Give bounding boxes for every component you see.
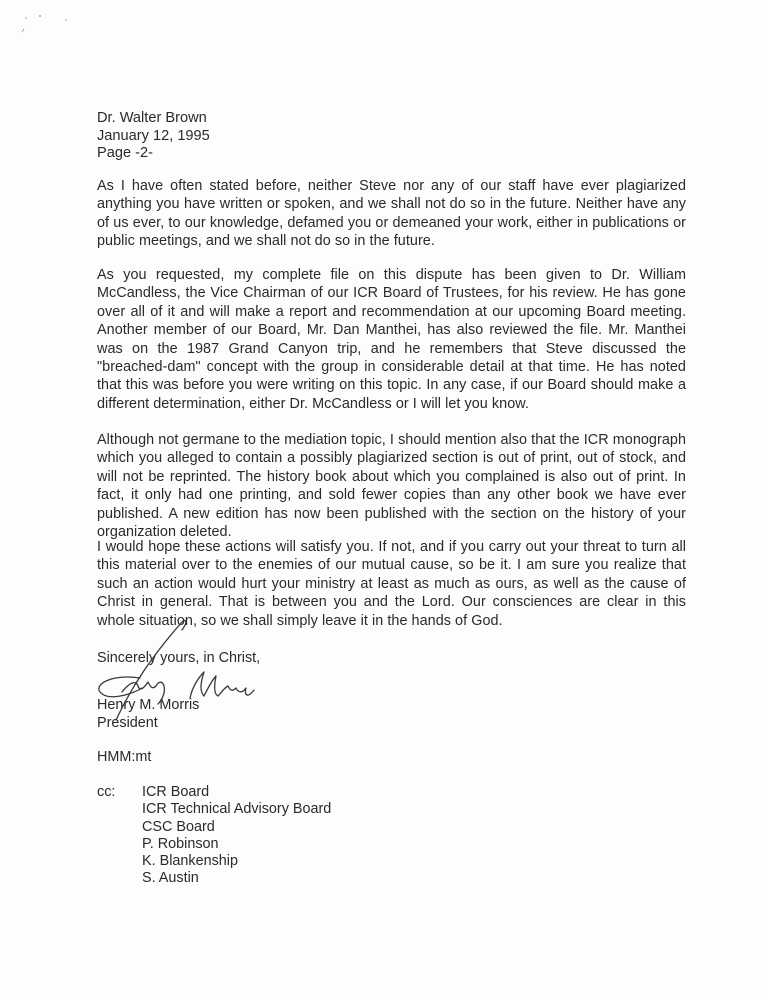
cc-recipient-list — [142, 784, 331, 888]
cc-recipient: P. Robinson — [142, 835, 219, 852]
page-number: Page -2- — [97, 145, 153, 161]
cc-recipient: K. Blankenship — [142, 853, 238, 870]
paragraph-file-review: As you requested, my complete file on this dispute has been given to Dr. William McCandless, the Vice Chairman of our ICR Board of Trustees, for his review. He has gone over all of it and will make a report and recommendation at our upcoming Board meeting. Another member of our Board, Mr. Dan Manthei, has also reviewed the file. Mr. Manthei was on the 1987 Grand Canyon trip, and he remembers that Steve discussed the "breached-dam" concept with the group in considerable detail at that time. He has noted that this was before you were writing on this topic. In any case, if our Board should make a different determination, either Dr. McCandless or I will let you know. — [97, 267, 686, 412]
cc-label: cc: — [97, 784, 116, 800]
cc-recipient: ICR Board — [142, 784, 210, 800]
paragraph-conclusion: I would hope these actions will satisfy you. If not, and if you carry out your threat to turn all this material over to the enemies of our mutual cause, so be it. I am sure you realize that such an action would hurt your ministry at least as much as ours, as well as the cause of Christ in general. That is between you and the Lord. Our consciences are clear in this whole situation, so we shall simply leave it in the hands of God. — [97, 539, 686, 629]
cc-recipient: S. Austin — [142, 870, 199, 887]
scan-specks — [18, 12, 78, 42]
typist-initials: HMM:mt — [97, 749, 152, 765]
cc-recipient: CSC Board — [142, 818, 215, 835]
signature-block — [97, 696, 199, 732]
cc-recipient: ICR Technical Advisory Board — [142, 801, 332, 818]
letter-header — [97, 110, 210, 163]
letter-date: January 12, 1995 — [97, 127, 210, 144]
recipient-name: Dr. Walter Brown — [97, 110, 207, 126]
signer-name: Henry M. Morris — [97, 697, 200, 713]
cc-section — [97, 784, 331, 888]
closing-line: Sincerely yours, in Christ, — [97, 650, 261, 666]
paragraph-publications: Although not germane to the mediation topic, I should mention also that the ICR monograph which you alleged to contain a possibly plagiarized section is out of print, out of stock, and will not be reprinted. The history book about which you complained is also out of print. In fact, it only had one printing, and sold fewer copies than any other book we have ever published. A new edition has now been published with the section on the history of your organization deleted. — [97, 432, 686, 541]
signer-title: President — [97, 715, 158, 731]
paragraph-plagiarism-denial: As I have often stated before, neither Steve nor any of our staff have ever plagiarized anything you have written or spoken, and we shall not do so in the future. Neither have any of us ever, to our knowledge, defamed you or demeaned your work, either in publications or public meetings, and we shall not do so in the future. — [97, 178, 686, 250]
